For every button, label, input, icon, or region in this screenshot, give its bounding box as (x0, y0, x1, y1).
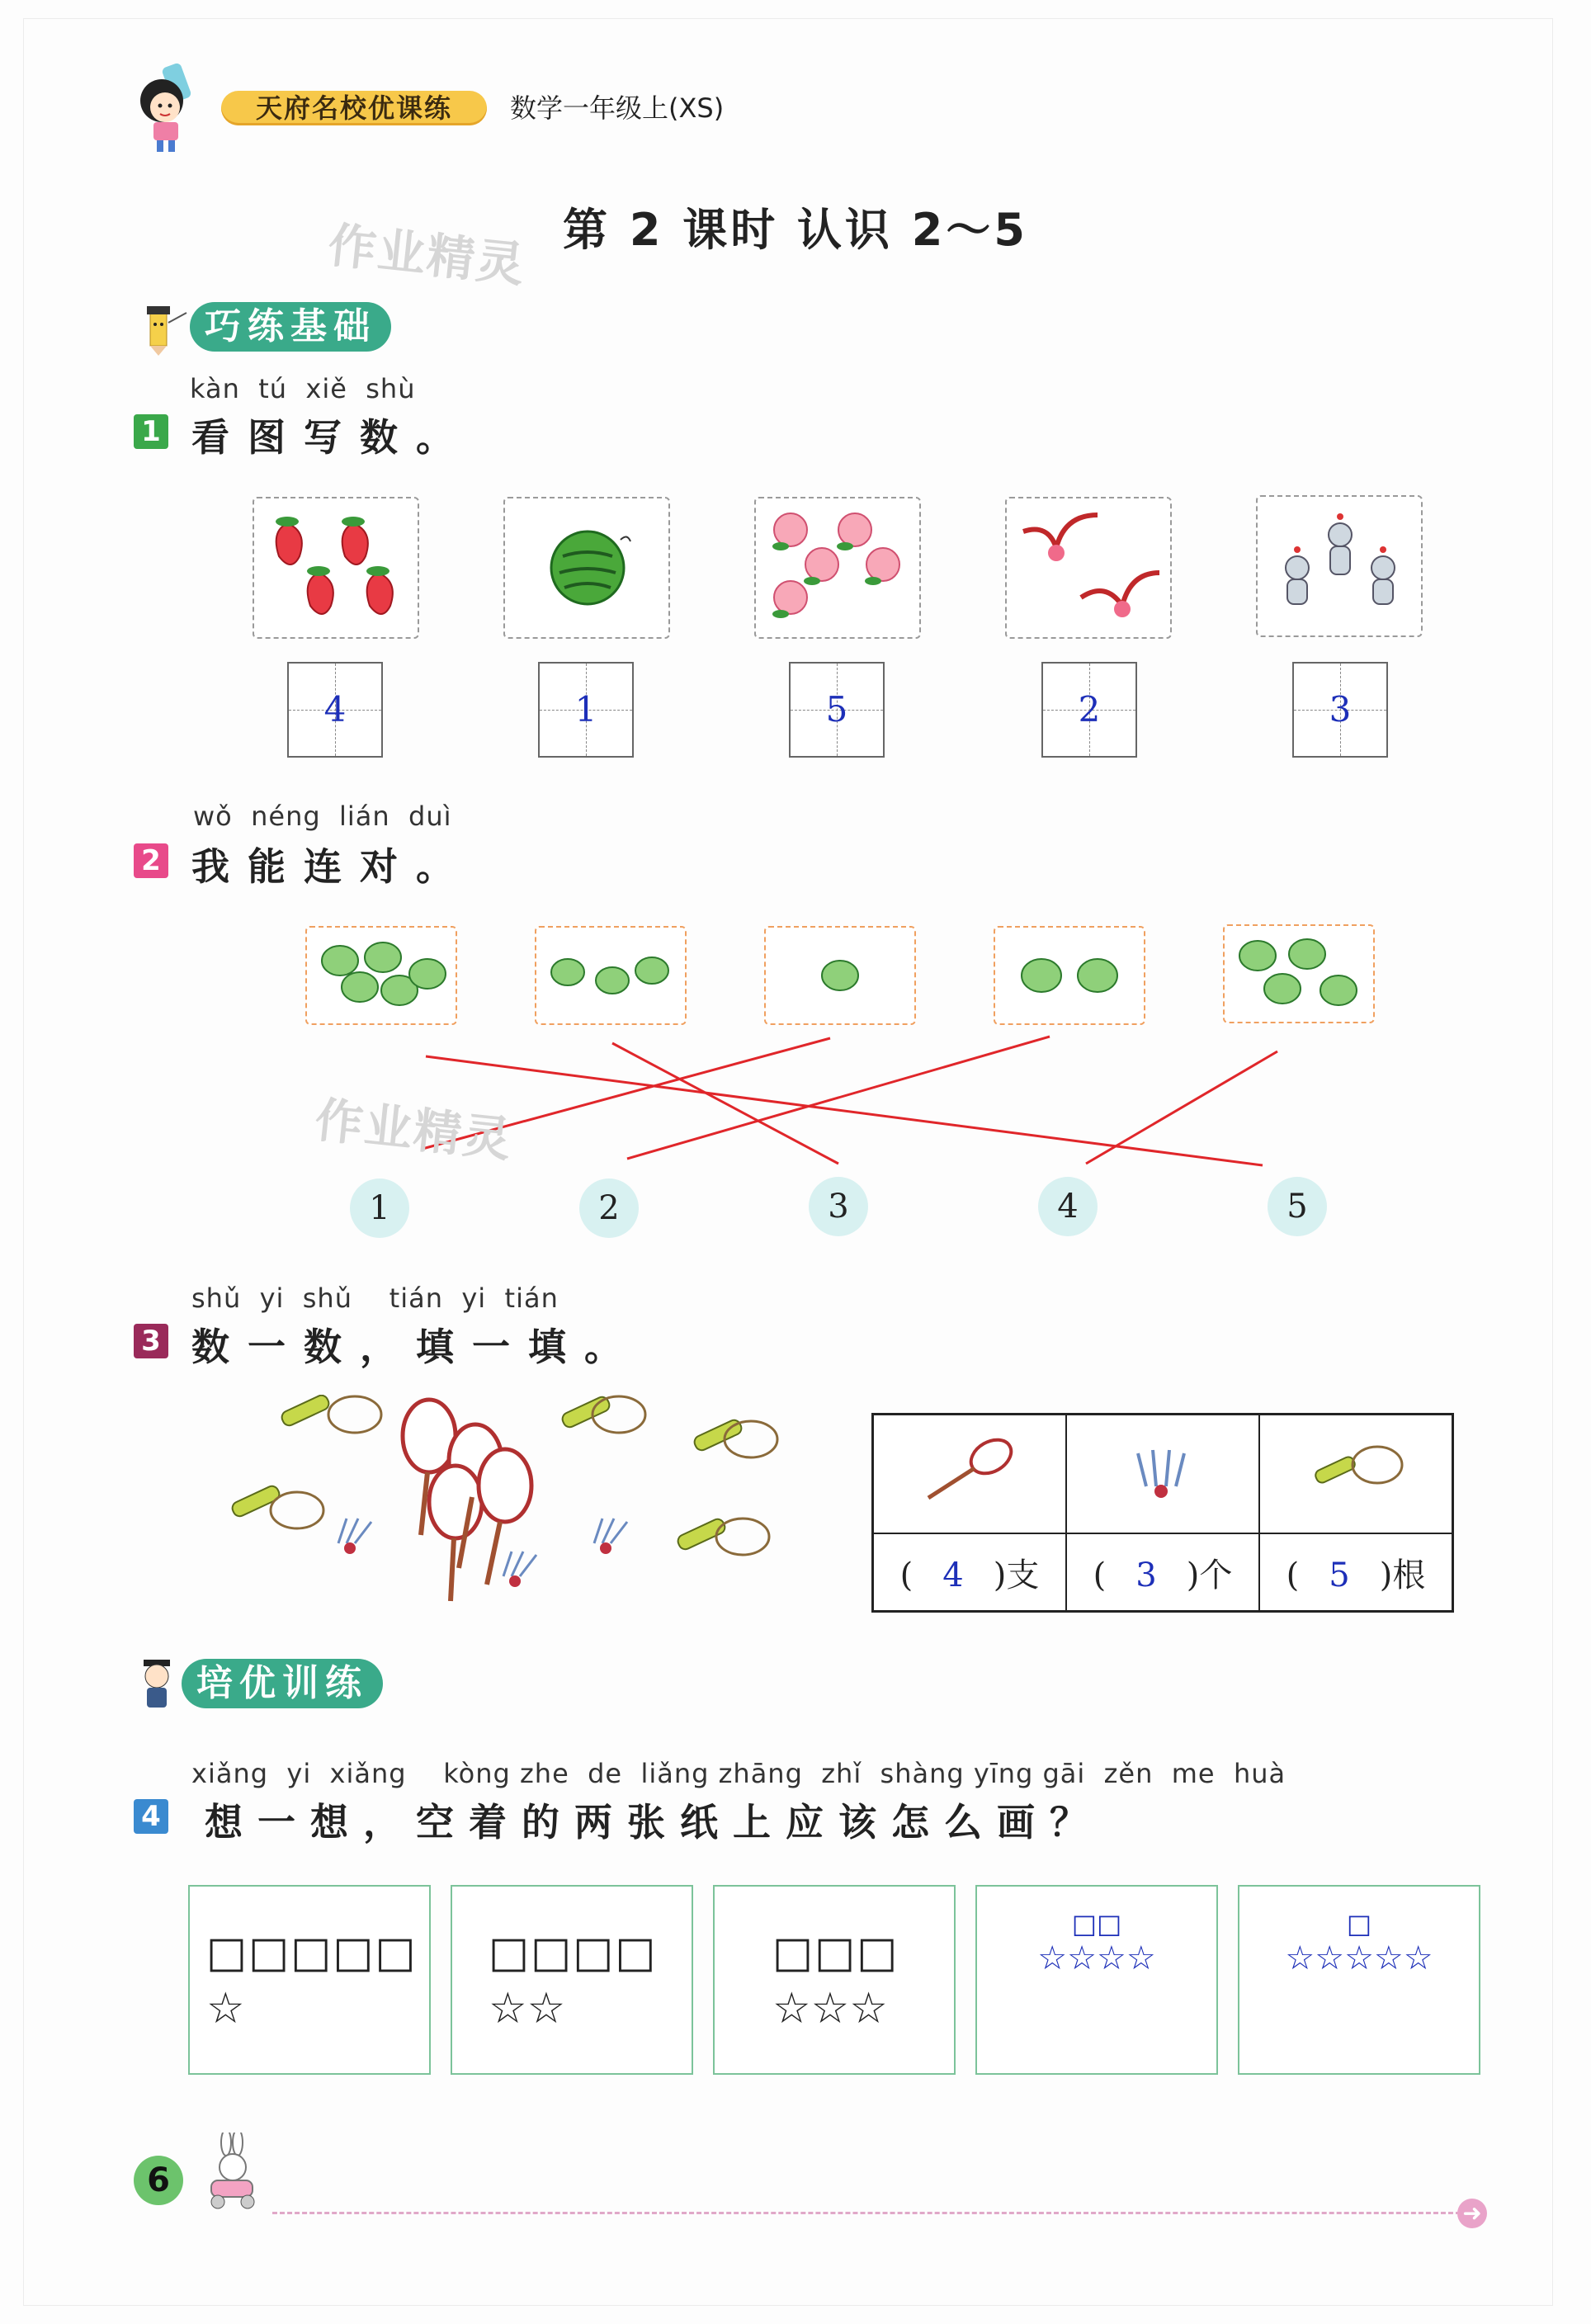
squares-answer: □ (1346, 1908, 1372, 1939)
pattern-card (188, 1885, 431, 2075)
q1-number: 1 (134, 414, 168, 449)
squares-answer: □□ (1071, 1908, 1122, 1939)
student-mascot-icon (132, 1655, 182, 1712)
q4-number: 4 (134, 1799, 168, 1834)
q1-pinyin: kàn tú xiě shù (190, 373, 416, 404)
footer-divider (272, 2212, 1461, 2214)
shuttlecock-icon (1105, 1429, 1220, 1511)
stars: ☆☆☆ (772, 1984, 888, 2034)
stars: ☆☆ (489, 1984, 566, 2034)
q2-number: 2 (134, 843, 168, 878)
table-answer-cell: ( 4 )支 (873, 1533, 1067, 1612)
answer-box[interactable]: 2 (1041, 662, 1137, 758)
q2-text: 我能连对。 (191, 844, 472, 889)
pattern-card (713, 1885, 956, 2075)
number-circle[interactable]: 1 (350, 1179, 409, 1238)
page-number: 6 (134, 2156, 183, 2205)
squares: □□□□□ (206, 1928, 418, 1977)
table-cell (873, 1415, 1067, 1534)
table-answer-cell: ( 5 )根 (1259, 1533, 1453, 1612)
stars-answer: ☆☆☆☆☆ (1285, 1939, 1433, 1977)
number-circle[interactable]: 4 (1038, 1177, 1098, 1236)
answer-value[interactable]: 3 (1135, 1556, 1157, 1594)
pattern-card (451, 1885, 693, 2075)
number-circle[interactable]: 5 (1268, 1177, 1327, 1236)
squares: □□□□ (489, 1928, 658, 1977)
q3-number: 3 (134, 1324, 168, 1358)
pattern-card-answer[interactable] (1238, 1885, 1480, 2075)
rabbit-scooter-icon (195, 2133, 269, 2215)
match-line (612, 1043, 838, 1164)
answer-box[interactable]: 5 (789, 662, 885, 758)
q1-text: 看图写数。 (191, 415, 472, 460)
pattern-card-answer[interactable] (975, 1885, 1218, 2075)
answer-box[interactable]: 4 (287, 662, 383, 758)
brand-badge: 天府名校优课练 (221, 91, 487, 125)
table-cell (1066, 1415, 1259, 1534)
q4-text: 想一想，空着的两张纸上应该怎么画？ (205, 1800, 1102, 1845)
watermark: 作业精灵 (312, 1091, 516, 1169)
answer-value[interactable]: 5 (1329, 1556, 1350, 1594)
watermark: 作业精灵 (325, 216, 529, 294)
number-circle[interactable]: 3 (809, 1177, 868, 1236)
arrow-right-icon[interactable]: ➜ (1457, 2199, 1487, 2228)
sports-items-illustration (215, 1395, 809, 1618)
table-cell (1259, 1415, 1453, 1534)
book-subtitle: 数学一年级上(XS) (510, 92, 725, 124)
match-line (426, 1056, 1263, 1165)
section-banner-advanced: 培优训练 (132, 1659, 383, 1708)
q2-pinyin: wǒ néng lián duì (193, 801, 452, 832)
stars-answer: ☆☆☆☆ (1037, 1939, 1156, 1977)
section-banner-basic: 巧练基础 (132, 302, 391, 352)
squares: □□□ (772, 1928, 899, 1977)
q3-pinyin: shǔ yi shǔ tián yi tián (191, 1282, 559, 1314)
count-table (871, 1413, 1454, 1613)
stars: ☆ (206, 1984, 245, 2034)
lesson-title: 第 2 课时 认识 2～5 (563, 204, 1028, 256)
answer-value[interactable]: 4 (942, 1556, 964, 1594)
answer-box[interactable]: 3 (1292, 662, 1388, 758)
match-line (627, 1037, 1050, 1159)
match-line (1086, 1051, 1277, 1164)
q4-pinyin: xiǎng yi xiǎng kòng zhe de liǎng zhāng zhǐ shàng yīng gāi zěn me huà (191, 1758, 1286, 1789)
jump-rope-icon (1298, 1429, 1414, 1511)
q3-text: 数一数，填一填。 (191, 1325, 640, 1369)
number-circle[interactable]: 2 (579, 1179, 639, 1238)
answer-box[interactable]: 1 (538, 662, 634, 758)
table-answer-cell: ( 3 )个 (1066, 1533, 1259, 1612)
racket-icon (912, 1429, 1027, 1511)
